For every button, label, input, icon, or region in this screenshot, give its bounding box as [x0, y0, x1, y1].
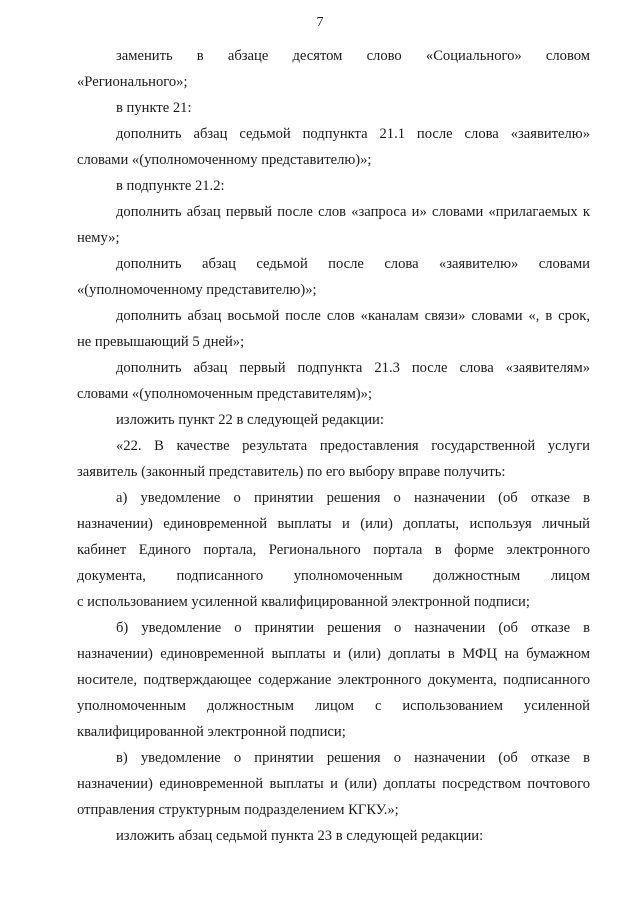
text-line: в) уведомление о принятии решения о назначении (об отказе в — [116, 750, 590, 766]
text-line: «22. В качестве результата предоставления государственной услуги — [116, 438, 590, 454]
page-number: 7 — [316, 15, 324, 30]
text-line: носителе, подтверждающее содержание электронного документа, подписанного — [77, 672, 590, 688]
text-line: «Регионального»; — [77, 74, 188, 90]
text-line: отправления структурным подразделением КГКУ.»; — [77, 802, 399, 818]
text-line: дополнить абзац первый после слов «запроса и» словами «прилагаемых к — [116, 204, 590, 220]
text-line: изложить абзац седьмой пункта 23 в следующей редакции: — [116, 828, 484, 844]
text-line: б) уведомление о принятии решения о назначении (об отказе в — [116, 620, 590, 636]
text-line: кабинет Единого портала, Регионального портала в форме электронного — [77, 542, 590, 558]
text-line: с использованием усиленной квалифицированной электронной подписи; — [77, 594, 530, 610]
text-line: документа, подписанного уполномоченным должностным лицом — [77, 568, 590, 584]
text-line: дополнить абзац седьмой после слова «заявителю» словами — [116, 256, 590, 272]
text-line: назначении) единовременной выплаты и (или) доплаты, используя личный — [77, 516, 590, 532]
text-line: дополнить абзац восьмой после слов «каналам связи» словами «, в срок, — [116, 308, 590, 324]
text-line: в подпункте 21.2: — [116, 178, 225, 194]
text-line: заявитель (законный представитель) по его выбору вправе получить: — [77, 464, 506, 480]
text-line: назначении) единовременной выплаты и (или) доплаты в МФЦ на бумажном — [77, 646, 590, 662]
text-line: нему»; — [77, 230, 120, 246]
text-line: словами «(уполномоченным представителям)»; — [77, 386, 373, 402]
text-line: дополнить абзац первый подпункта 21.3 после слова «заявителям» — [116, 360, 590, 376]
text-line: назначении) единовременной выплаты и (или) доплаты посредством почтового — [77, 776, 590, 792]
text-line: квалифицированной электронной подписи; — [77, 724, 346, 740]
text-line: словами «(уполномоченному представителю)»; — [77, 152, 372, 168]
text-line: в пункте 21: — [116, 100, 192, 116]
text-line: не превышающий 5 дней»; — [77, 334, 245, 350]
text-line: дополнить абзац седьмой подпункта 21.1 после слова «заявителю» — [116, 126, 590, 142]
text-line: уполномоченным должностным лицом с использованием усиленной — [77, 698, 590, 714]
text-line: «(уполномоченному представителю)»; — [77, 282, 317, 298]
text-line: заменить в абзаце десятом слово «Социального» словом — [116, 48, 590, 64]
text-line: а) уведомление о принятии решения о назначении (об отказе в — [116, 490, 590, 506]
text-line: изложить пункт 22 в следующей редакции: — [116, 412, 384, 428]
